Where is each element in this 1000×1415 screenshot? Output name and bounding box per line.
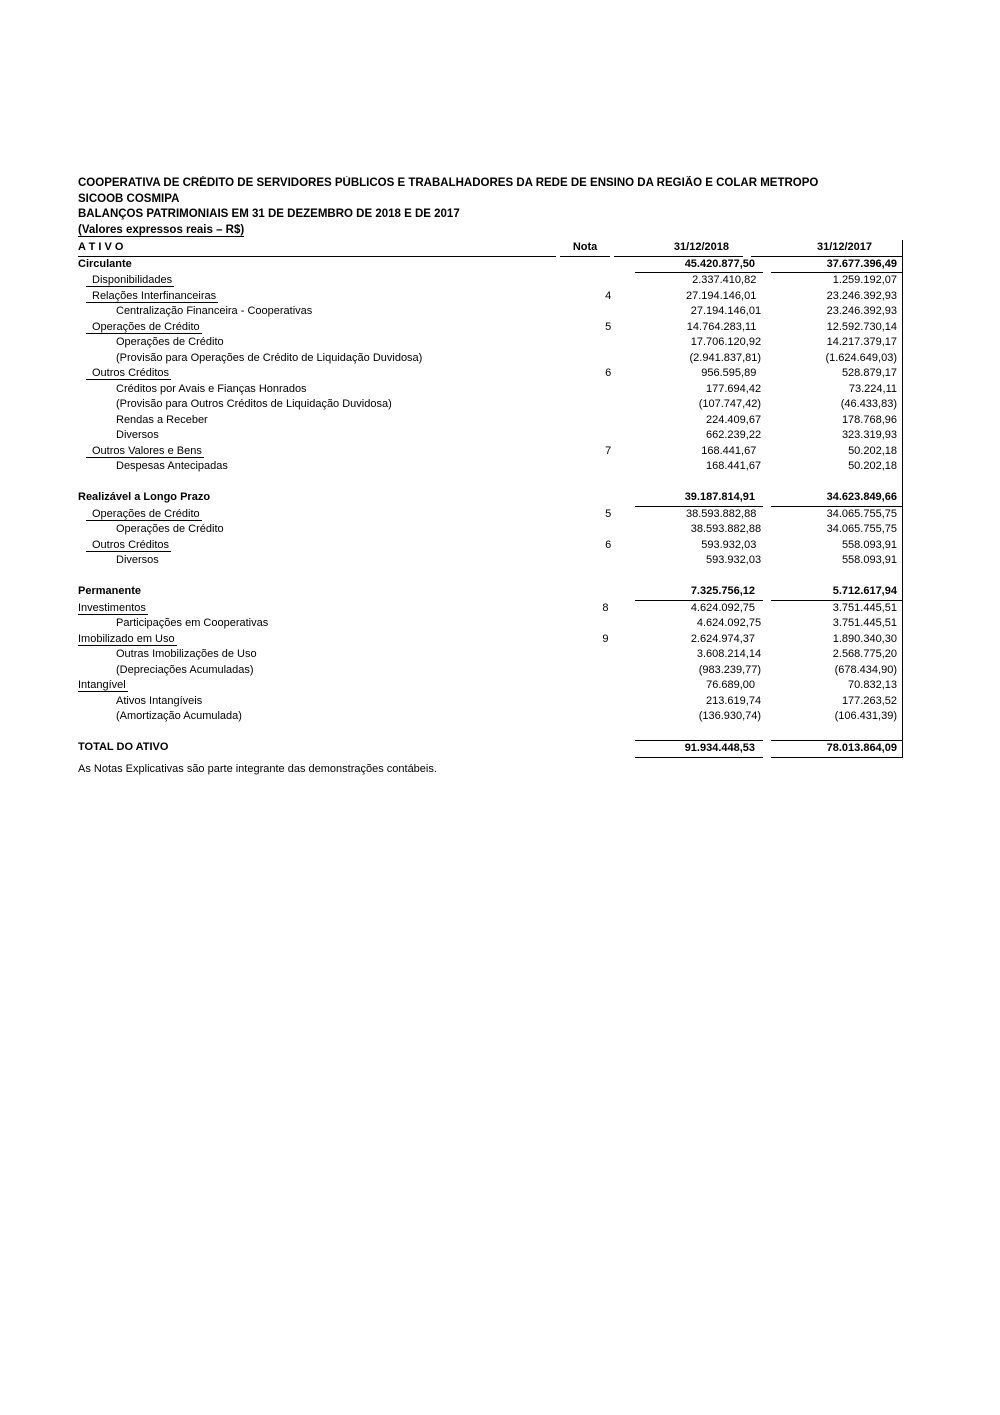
row-label-text: Diversos	[116, 554, 159, 566]
row-nota	[594, 428, 643, 444]
row-nota	[594, 413, 643, 429]
row-label-text: Disponibilidades	[86, 274, 174, 287]
row-value-2018: 662.239,22	[706, 429, 762, 441]
row-label-text: (Depreciações Acumuladas)	[116, 663, 254, 676]
table-row	[78, 273, 902, 289]
row-label-text: Intangível	[78, 679, 126, 691]
table-row	[78, 335, 902, 351]
table-row	[78, 490, 902, 507]
row-nota	[594, 335, 643, 351]
brand-name: SICOOB COSMIPA	[78, 192, 180, 205]
row-value-2017: 5.712.617,94	[771, 584, 902, 601]
row-label-text: (Provisão para Outros Créditos de Liquidação Duvidosa)	[116, 398, 392, 410]
row-label	[78, 490, 576, 507]
row-label	[78, 397, 590, 413]
table-row	[78, 428, 902, 444]
column-header-2018: 31/12/2018	[614, 240, 743, 257]
row-nota: 9	[602, 632, 609, 645]
row-value-2018: 39.187.814,91	[635, 490, 763, 507]
table-row	[78, 507, 902, 523]
row-label-text: Outros Valores e Bens	[86, 445, 204, 458]
row-value-2018: (107.747,42)	[698, 398, 762, 410]
row-nota: 5	[605, 507, 612, 520]
row-value-2018: 213.619,74	[706, 694, 762, 707]
row-nota	[594, 351, 643, 367]
row-label	[78, 320, 579, 336]
row-label-text: Ativos Intangíveis	[116, 694, 203, 707]
row-label	[78, 522, 590, 538]
row-nota	[580, 584, 631, 601]
table-row	[78, 678, 902, 694]
row-value-2017: 528.879,17	[841, 367, 897, 379]
row-label-text: Outros Créditos	[86, 539, 171, 552]
row-nota	[594, 709, 643, 725]
row-label-text: Participações em Cooperativas	[116, 617, 269, 629]
row-value-2018: 27.194.146,01	[685, 289, 757, 302]
row-nota: 5	[605, 320, 612, 333]
row-value-2018: 45.420.877,50	[635, 257, 763, 274]
row-label	[78, 740, 576, 758]
row-nota	[594, 397, 643, 413]
row-nota	[594, 382, 643, 398]
row-label-text: Operações de Crédito	[86, 508, 202, 521]
row-value-2017: 323.319,93	[841, 429, 897, 441]
row-value-2017: 34.065.755,75	[826, 523, 897, 535]
row-label	[78, 663, 590, 679]
row-label	[78, 413, 590, 429]
row-nota: 7	[605, 444, 612, 457]
row-value-2017: 2.568.775,20	[832, 648, 897, 660]
row-nota	[583, 273, 634, 289]
row-value-2018: (983.239,77)	[698, 663, 762, 676]
table-row	[78, 304, 902, 320]
row-value-2018: 17.706.120,92	[690, 336, 762, 348]
row-label-text: Imobilizado em Uso	[78, 632, 175, 645]
row-value-2018: 7.325.756,12	[635, 584, 763, 601]
row-label	[78, 616, 590, 632]
footnote: As Notas Explicativas são parte integrante das demonstrações contábeis.	[78, 762, 437, 775]
table-header-row	[78, 240, 902, 257]
column-header-ativo: A T I V O	[78, 240, 556, 257]
row-nota	[594, 694, 643, 710]
row-label	[78, 678, 576, 694]
company-name: COOPERATIVA DE CRÉDITO DE SERVIDORES PÚBLICOS E TRABALHADORES DA REDE DE ENSINO DA REGIÃO E COLAR METROPO	[78, 177, 819, 189]
row-value-2018: 224.409,67	[706, 413, 762, 426]
spacer-row	[78, 475, 902, 491]
row-value-2017: 23.246.392,93	[826, 289, 897, 302]
spacer-row	[78, 725, 902, 741]
row-value-2017: 558.093,91	[841, 554, 897, 566]
row-value-2018: 76.689,00	[706, 679, 756, 691]
table-row	[78, 522, 902, 538]
row-value-2018: 14.764.283,11	[686, 320, 757, 333]
row-value-2017: 50.202,18	[848, 444, 897, 457]
row-value-2017: 34.623.849,66	[771, 490, 902, 507]
row-nota: 6	[605, 538, 612, 551]
row-nota	[594, 459, 643, 475]
table-row	[78, 351, 902, 367]
row-value-2017: 37.677.396,49	[771, 257, 902, 274]
row-label	[78, 351, 590, 367]
row-label	[78, 257, 576, 274]
row-value-2018: 27.194.146,01	[690, 305, 762, 317]
row-value-2018: 4.624.092,75	[696, 617, 762, 629]
row-label-text: TOTAL DO ATIVO	[78, 741, 169, 753]
row-label	[78, 632, 576, 648]
statement-title: BALANÇOS PATRIMONIAIS EM 31 DE DEZEMBRO DE 2018 E DE 2017	[78, 208, 460, 220]
table-row	[78, 632, 902, 648]
row-value-2017: 50.202,18	[848, 460, 897, 472]
row-value-2017: 34.065.755,75	[826, 507, 897, 520]
row-value-2018: (2.941.837,81)	[689, 351, 762, 364]
table-row	[78, 366, 902, 382]
row-label	[78, 709, 590, 725]
row-nota	[594, 304, 643, 320]
table-row	[78, 694, 902, 710]
currency-note-text: (Valores expressos reais – R$)	[78, 223, 245, 236]
row-value-2017: 78.013.864,09	[771, 740, 902, 758]
row-label-text: Operações de Crédito	[116, 336, 224, 348]
row-value-2017: 12.592.730,14	[826, 320, 897, 333]
row-value-2018: 168.441,67	[706, 460, 762, 472]
table-row	[78, 397, 902, 413]
row-value-2018: (136.930,74)	[698, 710, 762, 722]
row-label	[78, 335, 590, 351]
row-label	[78, 601, 576, 617]
table-row	[78, 459, 902, 475]
row-label-text: Permanente	[78, 585, 141, 597]
row-label-text: Realizável a Longo Prazo	[78, 491, 211, 503]
row-value-2017: (46.433,83)	[840, 398, 897, 410]
row-nota: 6	[605, 367, 612, 379]
table-row	[78, 647, 902, 663]
row-label	[78, 584, 576, 601]
row-label-text: Outras Imobilizações de Uso	[116, 648, 257, 660]
row-label-text: Centralização Financeira - Cooperativas	[116, 305, 313, 317]
row-nota	[594, 663, 643, 679]
row-nota	[594, 647, 643, 663]
row-nota	[594, 616, 643, 632]
row-value-2017: 177.263,52	[841, 694, 897, 707]
row-value-2018: 91.934.448,53	[635, 740, 763, 758]
currency-note	[78, 223, 1000, 239]
row-value-2018: 168.441,67	[701, 444, 757, 457]
row-nota	[580, 257, 631, 274]
row-label-text: Investimentos	[78, 601, 146, 614]
row-label-text: Operações de Crédito	[116, 523, 224, 535]
row-nota	[580, 678, 631, 694]
row-value-2017: 3.751.445,51	[832, 601, 897, 614]
row-label	[78, 382, 590, 398]
row-label-text: (Amortização Acumulada)	[116, 710, 242, 722]
row-value-2018: 177.694,42	[706, 382, 762, 395]
row-value-2017: 1.259.192,07	[832, 274, 897, 286]
column-header-nota: Nota	[560, 240, 609, 257]
spacer-row	[78, 569, 902, 585]
table-row	[78, 289, 902, 305]
row-value-2017: 70.832,13	[848, 679, 897, 691]
table-row	[78, 413, 902, 429]
row-value-2018: 2.337.410,82	[692, 274, 757, 286]
row-value-2017: (106.431,39)	[834, 710, 897, 722]
row-value-2017: 14.217.379,17	[826, 336, 897, 348]
table-row	[78, 740, 902, 758]
row-value-2018: 593.932,03	[701, 538, 757, 551]
table-row	[78, 553, 902, 569]
row-label-text: Relações Interfinanceiras	[86, 290, 218, 303]
column-header-2017: 31/12/2017	[751, 240, 902, 257]
row-label-text: Créditos por Avais e Fianças Honrados	[116, 382, 307, 395]
row-value-2017: 23.246.392,93	[826, 305, 897, 317]
table-row	[78, 584, 902, 601]
row-value-2017: 3.751.445,51	[832, 617, 897, 629]
row-value-2018: 38.593.882,88	[690, 523, 762, 535]
row-value-2018: 593.932,03	[706, 554, 762, 566]
table-row	[78, 616, 902, 632]
table-row	[78, 320, 902, 336]
row-value-2017: 73.224,11	[848, 382, 897, 395]
table-row	[78, 257, 902, 274]
row-label-text: Despesas Antecipadas	[116, 460, 228, 472]
row-value-2018: 3.608.214,14	[696, 648, 762, 660]
row-nota: 4	[605, 289, 612, 302]
table-row	[78, 663, 902, 679]
row-value-2017: (1.624.649,03)	[825, 351, 897, 364]
row-label-text: Outros Créditos	[86, 367, 171, 380]
row-label-text: Rendas a Receber	[116, 413, 208, 426]
row-label	[78, 553, 590, 569]
row-value-2018: 2.624.974,37	[690, 632, 756, 645]
row-label	[78, 538, 579, 554]
row-label	[78, 428, 590, 444]
table-row	[78, 538, 902, 554]
row-nota	[594, 522, 643, 538]
table-rows	[78, 257, 902, 758]
row-value-2018: 4.624.092,75	[690, 601, 756, 614]
table-row	[78, 601, 902, 617]
row-label	[78, 647, 590, 663]
row-label	[78, 273, 579, 289]
row-label	[78, 694, 590, 710]
row-value-2017: 1.890.340,30	[832, 632, 897, 645]
row-label	[78, 459, 590, 475]
row-label-text: Diversos	[116, 429, 159, 441]
row-nota	[594, 553, 643, 569]
row-nota: 8	[602, 601, 609, 614]
row-label	[78, 366, 579, 382]
table-row	[78, 444, 902, 460]
row-value-2017: (678.434,90)	[834, 663, 897, 676]
row-label	[78, 444, 579, 460]
row-value-2017: 558.093,91	[841, 538, 897, 551]
row-label	[78, 507, 579, 523]
row-nota	[580, 490, 631, 507]
row-label-text: (Provisão para Operações de Crédito de Liquidação Duvidosa)	[116, 351, 423, 364]
table-row	[78, 709, 902, 725]
row-label	[78, 304, 590, 320]
document	[78, 176, 1000, 777]
row-value-2017: 178.768,96	[841, 413, 897, 426]
table-row	[78, 382, 902, 398]
row-label-text: Circulante	[78, 257, 132, 270]
row-value-2018: 38.593.882,88	[685, 507, 757, 520]
row-label	[78, 289, 579, 305]
row-label-text: Operações de Crédito	[86, 321, 202, 334]
row-nota	[580, 740, 631, 758]
row-value-2018: 956.595,89	[701, 367, 757, 379]
balance-table	[78, 240, 903, 758]
